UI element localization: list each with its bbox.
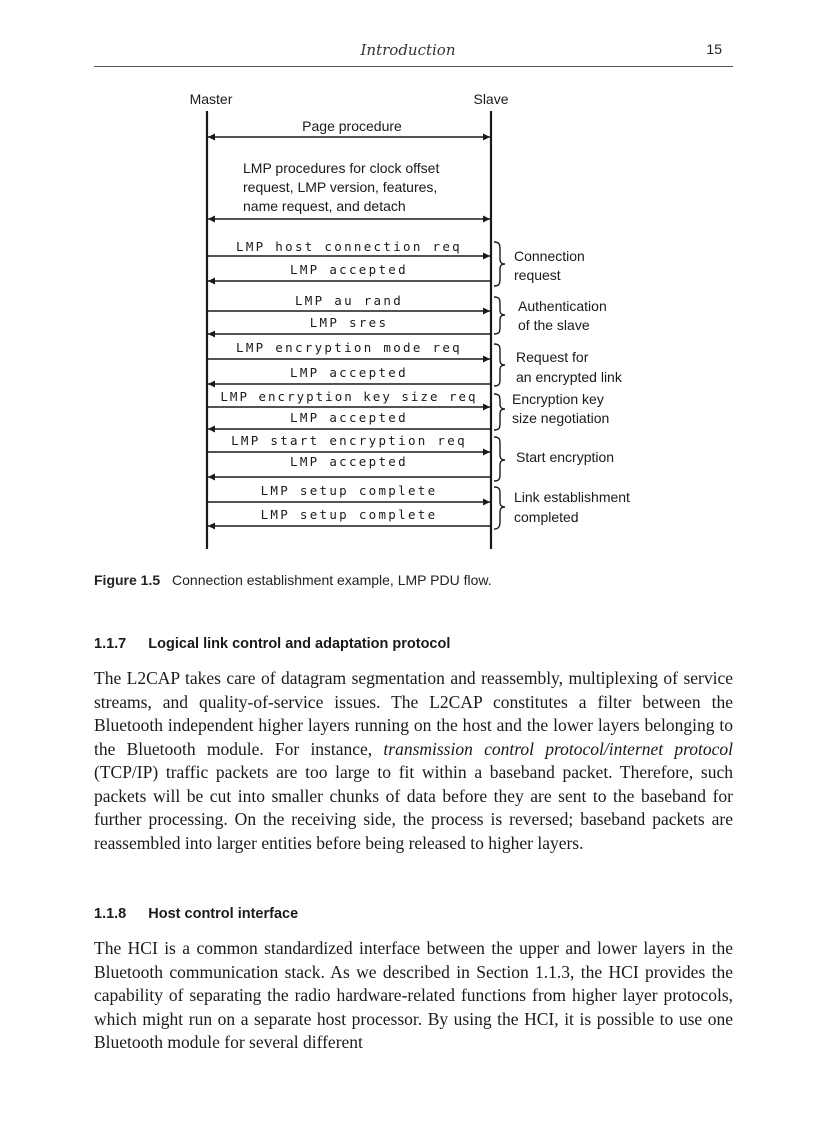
brace-key-size-negotiation [494,394,505,430]
msg-accepted-4: LMP accepted [290,454,408,469]
group-connection-line-1: Connection [514,248,585,264]
page-number: 15 [706,41,722,57]
paragraph-text: The HCI is a common standardized interface between the upper and lower layers in the Bluetooth communication stack. As we described in Section 1.1.3, the HCI provides the capability of separating the radio hardware-related functions from higher layer protocols, which might run on a separate host processor. By using the HCI, it is possible to use one Bluetooth module for several different [94,938,733,1052]
brace-connection-request [494,242,505,286]
lmp-flow-diagram [0,0,816,560]
msg-encryption-mode-req: LMP encryption mode req [236,340,462,355]
group-key-size-line-2: size negotiation [512,410,610,426]
group-authentication-line-2: of the slave [518,317,590,333]
section-title: Logical link control and adaptation protocol [148,636,451,652]
group-start-encryption: Start encryption [516,449,615,465]
msg-au-rand: LMP au rand [294,293,404,308]
section-heading-1-1-7 [94,636,450,652]
paragraph-l2cap [94,667,733,855]
msg-accepted-3: LMP accepted [290,410,408,425]
msg-encryption-key-size-req: LMP encryption key size req [220,389,478,404]
brace-authentication [494,297,505,334]
figure-caption-label: Figure 1.5 [94,572,161,588]
group-key-size-line-1: Encryption key [512,391,604,407]
master-label: Master [189,91,233,107]
group-request-line-1: Request for [516,349,589,365]
section-heading-1-1-8 [94,906,298,922]
brace-link-establishment [494,487,505,529]
msg-host-connection-req: LMP host connection req [236,239,462,254]
section-title: Host control interface [148,906,299,922]
msg-accepted-2: LMP accepted [290,365,408,380]
lmp-procedures-line-3: name request, and detach [243,198,406,214]
msg-accepted-1: LMP accepted [290,262,408,277]
group-link-establishment-line-1: Link establishment [514,489,630,505]
lmp-procedures-line-2: request, LMP version, features, [243,179,438,195]
paragraph-text: (TCP/IP) traffic packets are too large to fit within a baseband packet. Therefore, such packets will be cut into smaller chunks of data before they are sent to the baseband for further processing. On the receiving side, the process is reversed; baseband packets are reassembled into larger entities before being released to higher layers. [94,762,733,853]
group-request-line-2: an encrypted link [516,369,622,385]
group-connection-line-2: request [514,267,561,283]
group-link-establishment-line-2: completed [514,509,579,525]
page-procedure-label: Page procedure [302,118,402,134]
msg-setup-complete-1: LMP setup complete [260,483,438,498]
section-number: 1.1.8 [94,906,127,922]
lmp-procedures-line-1: LMP procedures for clock offset [243,160,440,176]
figure-caption [94,572,492,588]
brace-request-encrypted-link [494,344,505,386]
paragraph-hci [94,937,733,1055]
paragraph-italic-term: transmission control protocol/internet protocol [383,738,734,759]
slave-label: Slave [473,91,509,107]
paragraph-text: The L2CAP takes care of datagram segmentation and reassembly, multiplexing of service streams, and quality-of-service issues. The L2CAP constitutes a filter between the Bluetooth independent higher layers running on the host and the lower layers belonging to the Bluetooth module. For instance, [94,668,733,759]
msg-start-encryption-req: LMP start encryption req [231,433,467,448]
group-authentication-line-1: Authentication [518,298,607,314]
brace-start-encryption [494,437,505,481]
figure-caption-text: Connection establishment example, LMP PDU flow. [172,572,492,588]
msg-setup-complete-2: LMP setup complete [260,507,438,522]
msg-sres: LMP sres [309,315,389,330]
running-title: Introduction [360,41,456,59]
section-number: 1.1.7 [94,636,127,652]
